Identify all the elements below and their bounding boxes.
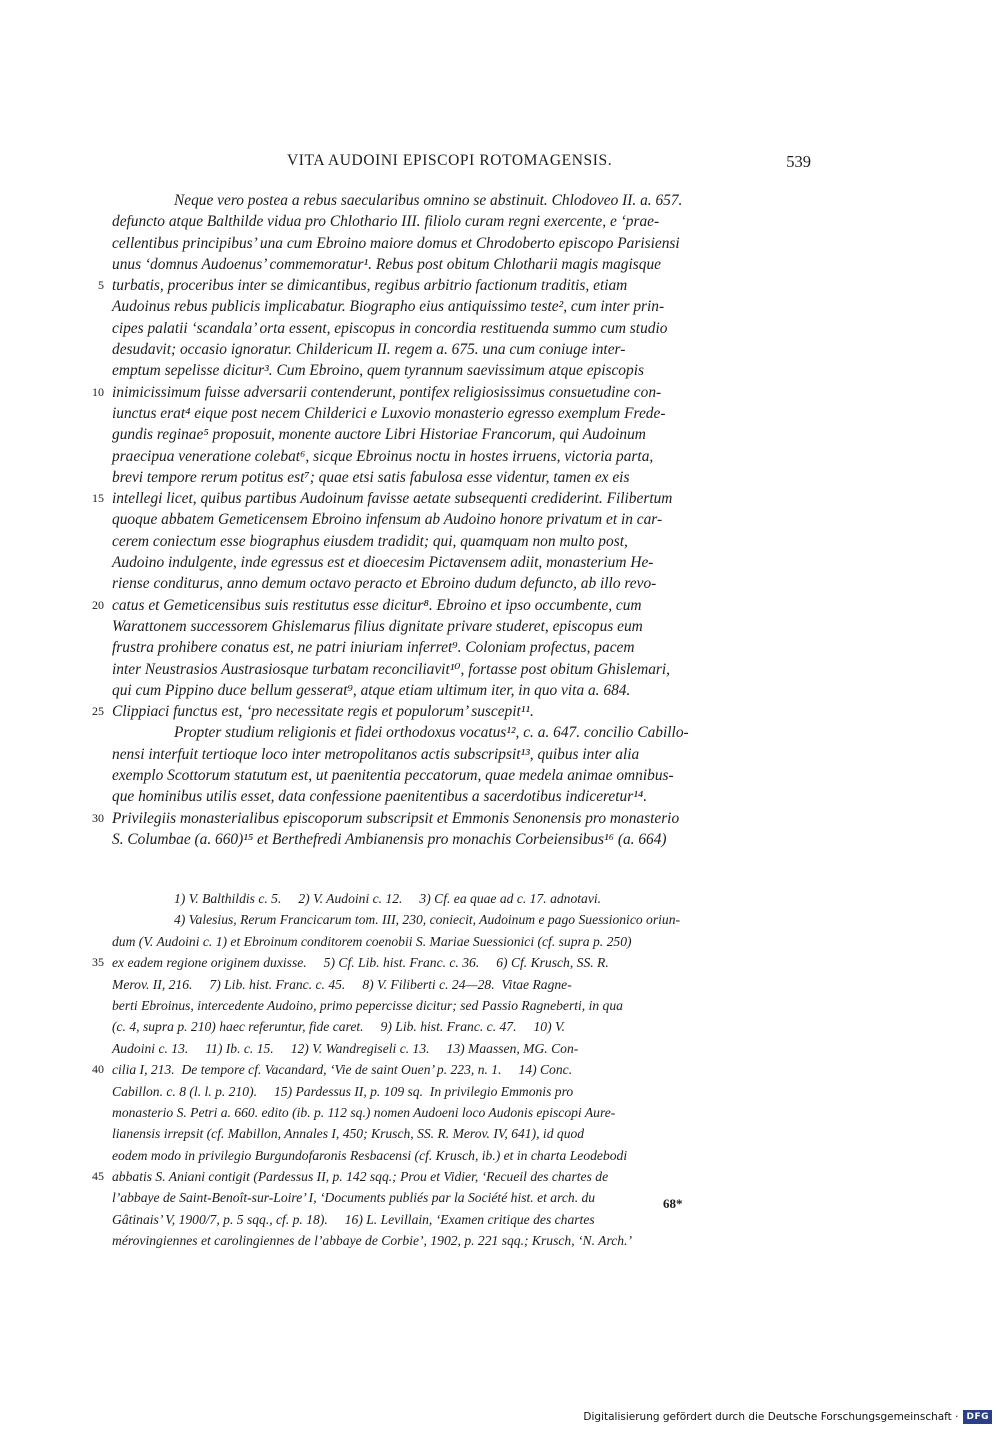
text-line bbox=[112, 233, 812, 254]
text-line bbox=[112, 659, 812, 680]
text-line bbox=[112, 254, 812, 275]
line-text: exemplo Scottorum statutum est, ut paenitentia peccatorum, quae medela animae omnibus- bbox=[112, 767, 674, 785]
text-line bbox=[112, 765, 812, 786]
text-line bbox=[112, 744, 812, 765]
line-text: Audoini c. 13. 11) Ib. c. 15. 12) V. Wandregiseli c. 13. 13) Maassen, MG. Con- bbox=[112, 1040, 579, 1056]
footnote-line bbox=[112, 1038, 812, 1059]
footnote-line bbox=[112, 1016, 812, 1037]
footnote-line bbox=[92, 1059, 812, 1080]
line-text: Propter studium religionis et fidei orthodoxus vocatus¹², c. a. 647. concilio Cabillo- bbox=[174, 724, 689, 742]
line-number: 25 bbox=[92, 704, 104, 719]
footnotes bbox=[92, 888, 812, 1252]
footnote-line bbox=[112, 1187, 812, 1208]
line-text: monasterio S. Petri a. 660. edito (ib. p. 112 sq.) nomen Audoeni loco Audonis episcopi Aure- bbox=[112, 1104, 616, 1120]
footnote-line bbox=[92, 952, 812, 973]
text-line bbox=[112, 786, 812, 807]
line-number: 40 bbox=[92, 1062, 104, 1077]
main-text bbox=[92, 190, 812, 850]
line-text: 4) Valesius, Rerum Francicarum tom. III, 230, coniecit, Audoinum e pago Suessionico oriun- bbox=[174, 912, 681, 928]
footnote-line bbox=[92, 1166, 812, 1187]
line-text: 1) V. Balthildis c. 5. 2) V. Audoini c. 12. 3) Cf. ea quae ad c. 17. adnotavi. bbox=[174, 891, 602, 906]
footnote-line bbox=[112, 888, 812, 909]
text-line bbox=[112, 509, 812, 530]
page-number: 539 bbox=[786, 152, 811, 171]
line-text: abbatis S. Aniani contigit (Pardessus II, p. 142 sqq.; Prou et Vidier, ‘Recueil des chartes de bbox=[112, 1169, 609, 1185]
line-text: brevi tempore rerum potitus est⁷; quae etsi satis fabulosa esse videntur, tamen ex eis bbox=[112, 468, 630, 486]
line-text: qui cum Pippino duce bellum gesserat⁹, atque etiam ultimum iter, in quo vita a. 684. bbox=[112, 681, 631, 699]
text-line bbox=[112, 211, 812, 232]
line-text: nensi interfuit tertioque loco inter metropolitanos actis subscripsit¹³, quibus inter alia bbox=[112, 745, 640, 763]
digitization-text: Digitalisierung gefördert durch die Deutsche Forschungsgemeinschaft · bbox=[583, 1411, 959, 1423]
text-line bbox=[112, 680, 812, 701]
text-line bbox=[92, 701, 812, 722]
line-text: mérovingiennes et carolingiennes de l’abbaye de Corbie’, 1902, p. 221 sqq.; Krusch, ‘N. Arch.’ bbox=[112, 1233, 632, 1249]
line-number: 15 bbox=[92, 491, 104, 506]
line-text: turbatis, proceribus inter se dimicantibus, regibus arbitrio factionum traditis, etiam bbox=[112, 277, 628, 295]
footnote-line bbox=[112, 974, 812, 995]
text-line bbox=[112, 403, 812, 424]
line-text: praecipua veneratione colebat⁶, sicque Ebroinus noctu in hostes irruens, victoria parta, bbox=[112, 447, 654, 465]
text-line bbox=[112, 722, 812, 743]
footnote-line bbox=[112, 1102, 812, 1123]
line-text: inter Neustrasios Austrasiosque turbatam reconciliavit¹⁰, fortasse post obitum Ghislemari, bbox=[112, 660, 671, 678]
footnote-line bbox=[112, 1209, 812, 1230]
line-text: Cabillon. c. 8 (l. l. p. 210). 15) Pardessus II, p. 109 sq. In privilegio Emmonis pro bbox=[112, 1083, 574, 1099]
text-line bbox=[112, 829, 812, 850]
text-line bbox=[112, 446, 812, 467]
line-text: gundis reginae⁵ proposuit, monente auctore Libri Historiae Francorum, qui Audoinum bbox=[112, 426, 646, 444]
text-line bbox=[112, 296, 812, 317]
line-number: 5 bbox=[98, 278, 104, 293]
running-title: VITA AUDOINI EPISCOPI ROTOMAGENSIS. bbox=[287, 152, 613, 169]
dfg-logo-icon: DFG bbox=[963, 1410, 992, 1424]
line-text: quoque abbatem Gemeticensem Ebroino infensum ab Audoino honore privatum et in car- bbox=[112, 511, 663, 529]
text-line bbox=[112, 318, 812, 339]
footnote-line bbox=[112, 1230, 812, 1251]
footnote-line bbox=[112, 909, 812, 930]
line-number: 30 bbox=[92, 810, 104, 825]
line-text: ex eadem regione originem duxisse. 5) Cf. Lib. hist. Franc. c. 36. 6) Cf. Krusch, SS. R. bbox=[112, 955, 609, 971]
line-text: l’abbaye de Saint-Benoît-sur-Loire’ I, ‘Documents publiés par la Société hist. et arch. du bbox=[112, 1190, 596, 1206]
text-line bbox=[112, 467, 812, 488]
line-text: intellegi licet, quibus partibus Audoinum favisse aetate subsequenti crediderint. Filibertum bbox=[112, 490, 673, 508]
line-text: dum (V. Audoini c. 1) et Ebroinum conditorem coenobii S. Mariae Suessionici (cf. supra p. 250) bbox=[112, 933, 632, 949]
text-line bbox=[112, 637, 812, 658]
line-text: (c. 4, supra p. 210) haec referuntur, fide caret. 9) Lib. hist. Franc. c. 47. 10) V. bbox=[112, 1019, 565, 1035]
line-text: cellentibus principibus’ una cum Ebroino maiore domus et Chrodoberto episcopo Parisiensi bbox=[112, 234, 680, 252]
line-text: Warattonem successorem Ghislemarus filius dignitate privare studeret, episcopus eum bbox=[112, 617, 643, 635]
line-text: Clippiaci functus est, ‘pro necessitate regis et populorum’ suscepit¹¹. bbox=[112, 703, 534, 721]
line-text: S. Columbae (a. 660)¹⁵ et Berthefredi Ambianensis pro monachis Corbeiensibus¹⁶ (a. 664) bbox=[112, 830, 667, 848]
line-number: 35 bbox=[92, 955, 104, 970]
line-number: 20 bbox=[92, 597, 104, 612]
line-text: unus ‘domnus Audoenus’ commemoratur¹. Rebus post obitum Chlotharii magis magisque bbox=[112, 255, 661, 273]
line-text: berti Ebroinus, intercedente Audoino, primo pepercisse dicitur; sed Passio Ragneberti, in qua bbox=[112, 997, 623, 1013]
text-line bbox=[92, 808, 812, 829]
line-text: frustra prohibere conatus est, ne patri iniuriam inferret⁹. Coloniam profectus, pacem bbox=[112, 639, 635, 657]
line-text: riense conditurus, anno demum octavo peracto et Ebroino dudum defuncto, ab illo revo- bbox=[112, 575, 657, 593]
text-line bbox=[92, 595, 812, 616]
text-line bbox=[112, 339, 812, 360]
line-text: emptum sepelisse dicitur³. Cum Ebroino, quem tyrannum saevissimum atque episcopis bbox=[112, 362, 644, 380]
line-text: Gâtinais’ V, 1900/7, p. 5 sqq., cf. p. 18). 16) L. Levillain, ‘Examen critique des chartes bbox=[112, 1211, 595, 1227]
line-text: cerem coniectum esse biographus eiusdem tradidit; qui, quamquam non multo post, bbox=[112, 532, 628, 550]
text-line bbox=[112, 424, 812, 445]
digitization-credit bbox=[583, 1408, 992, 1426]
line-text: desudavit; occasio ignoratur. Childericum II. regem a. 675. una cum coniuge inter- bbox=[112, 341, 626, 359]
footnote-line bbox=[112, 1081, 812, 1102]
text-line bbox=[112, 531, 812, 552]
line-number: 45 bbox=[92, 1169, 104, 1184]
text-line bbox=[112, 360, 812, 381]
text-line bbox=[92, 488, 812, 509]
line-text: iunctus erat⁴ eique post necem Childerici e Luxovio monasterio egresso exemplum Frede- bbox=[112, 404, 666, 422]
line-text: inimicissimum fuisse adversarii contenderunt, pontifex religiosissimus consuetudine con- bbox=[112, 383, 662, 401]
footnote-line bbox=[112, 995, 812, 1016]
line-text: defuncto atque Balthilde vidua pro Chlothario III. filiolo curam regni exercente, e ‘prae- bbox=[112, 213, 660, 231]
footnote-line bbox=[112, 1145, 812, 1166]
line-text: Neque vero postea a rebus saecularibus omnino se abstinuit. Chlodoveo II. a. 657. bbox=[174, 192, 683, 209]
running-header bbox=[175, 152, 811, 178]
line-text: Merov. II, 216. 7) Lib. hist. Franc. c. 45. 8) V. Filiberti c. 24—28. Vitae Ragne- bbox=[112, 976, 572, 992]
footnote-line bbox=[112, 931, 812, 952]
text-line bbox=[112, 190, 812, 211]
line-text: Audoinus rebus publicis implicabatur. Biographo eius antiquissimo teste², cum inter prin- bbox=[112, 298, 665, 316]
text-line bbox=[92, 382, 812, 403]
footnote-line bbox=[112, 1123, 812, 1144]
line-text: cipes palatii ‘scandala’ orta essent, episcopus in concordia restituenda summo cum studio bbox=[112, 319, 668, 337]
line-text: Privilegiis monasterialibus episcoporum subscripsit et Emmonis Senonensis pro monasterio bbox=[112, 809, 680, 827]
line-text: que hominibus utilis esset, data confessione paenitentibus a sacerdotibus indiceretur¹⁴. bbox=[112, 788, 648, 806]
line-text: lianensis irrepsit (cf. Mabillon, Annales I, 450; Krusch, SS. R. Merov. IV, 641), id quod bbox=[112, 1126, 585, 1142]
line-text: cilia I, 213. De tempore cf. Vacandard, ‘Vie de saint Ouen’ p. 223, n. 1. 14) Conc. bbox=[112, 1062, 573, 1078]
text-line bbox=[112, 616, 812, 637]
text-line bbox=[112, 573, 812, 594]
text-line bbox=[98, 275, 812, 296]
line-number: 10 bbox=[92, 384, 104, 399]
signature-mark: 68* bbox=[663, 1196, 683, 1211]
line-text: catus et Gemeticensibus suis restitutus esse dicitur⁸. Ebroino et ipso occumbente, cum bbox=[112, 596, 642, 614]
text-line bbox=[112, 552, 812, 573]
line-text: Audoino indulgente, inde egressus est et dioecesim Pictavensem adiit, monasterium He- bbox=[112, 554, 654, 572]
line-text: eodem modo in privilegio Burgundofaronis Resbacensi (cf. Krusch, ib.) et in charta Leodebodi bbox=[112, 1147, 628, 1163]
